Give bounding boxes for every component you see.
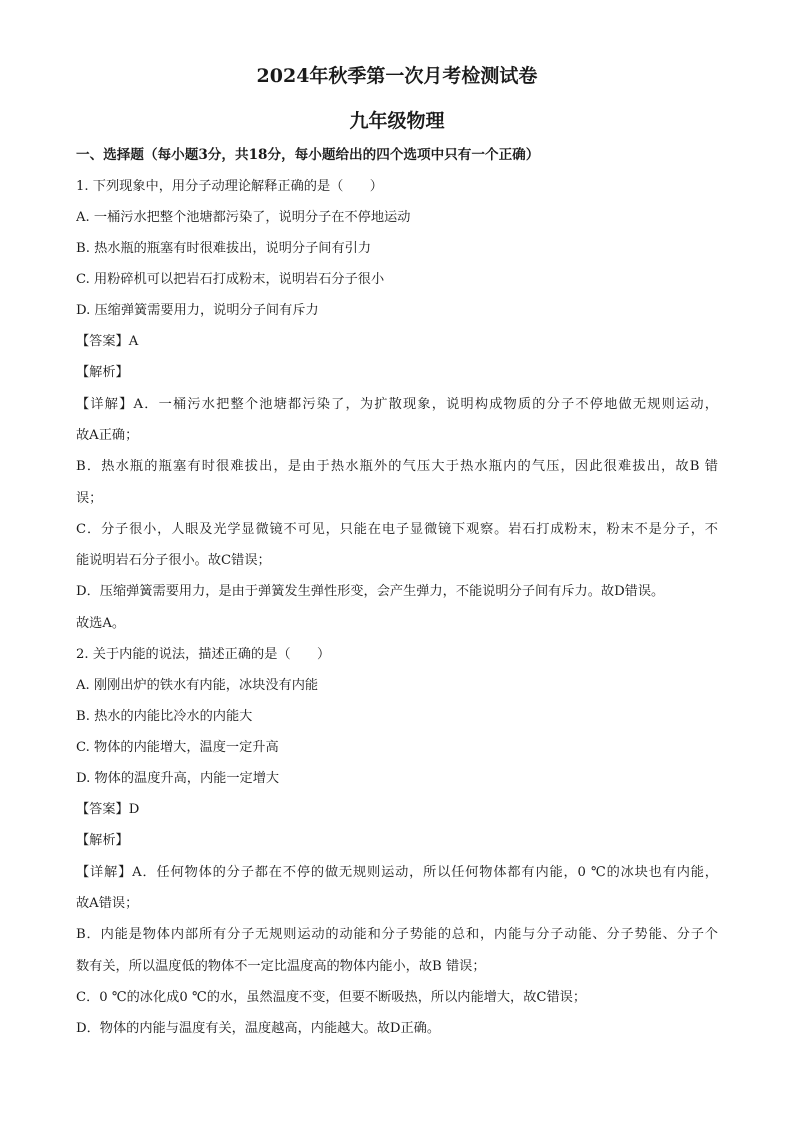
option-a: A. 一桶污水把整个池塘都污染了，说明分子在不停地运动 bbox=[76, 210, 411, 225]
explanation-line: C．0 ℃的冰化成0 ℃的水，虽然温度不变，但要不断吸热，所以内能增大，故C错误； bbox=[76, 990, 587, 1005]
explanation-line: D．压缩弹簧需要用力，是由于弹簧发生弹性形变，会产生弹力，不能说明分子间有斥力。故D错误。 bbox=[76, 584, 665, 599]
option-d: D. 物体的温度升高，内能一定增大 bbox=[76, 771, 280, 786]
option-c: C. 物体的内能增大，温度一定升高 bbox=[76, 740, 279, 755]
explanation-line: 【详解】A．一桶污水把整个池塘都污染了，为扩散现象，说明构成物质的分子不停地做无规则运动， bbox=[76, 397, 718, 412]
explanation-line: C．分子很小，人眼及光学显微镜不可见，只能在电子显微镜下观察。岩石打成粉末，粉末不是分子，不 bbox=[76, 522, 718, 537]
explanation-line: 【详解】A．任何物体的分子都在不停的做无规则运动，所以任何物体都有内能，0 ℃的冰块也有内能， bbox=[76, 865, 718, 880]
explanation-line: 能说明岩石分子很小。故C错误； bbox=[76, 553, 271, 568]
analysis-label: 【解析】 bbox=[76, 365, 129, 380]
answer-line: 【答案】A bbox=[76, 334, 139, 349]
option-d: D. 压缩弹簧需要用力，说明分子间有斥力 bbox=[76, 303, 319, 318]
exam-subtitle: 九年级物理 bbox=[349, 110, 445, 132]
question-stem: 2. 关于内能的说法，描述正确的是（ ） bbox=[76, 647, 331, 662]
explanation-line: 故选A。 bbox=[76, 616, 126, 631]
option-a: A. 刚刚出炉的铁水有内能，冰块没有内能 bbox=[76, 678, 319, 693]
explanation-line: B．内能是物体内部所有分子无规则运动的动能和分子势能的总和，内能与分子动能、分子势能、分子个 bbox=[76, 927, 718, 942]
explanation-line: B．热水瓶的瓶塞有时很难拔出，是由于热水瓶外的气压大于热水瓶内的气压，因此很难拔出，故B 错 bbox=[76, 459, 718, 474]
question-stem: 1. 下列现象中，用分子动理论解释正确的是（ ） bbox=[76, 179, 383, 194]
section-heading: 一、选择题（每小题3分，共18分，每小题给出的四个选项中只有一个正确） bbox=[76, 147, 540, 163]
answer-line: 【答案】D bbox=[76, 802, 140, 817]
explanation-line: D．物体的内能与温度有关，温度越高，内能越大。故D正确。 bbox=[76, 1021, 441, 1036]
option-b: B. 热水的内能比冷水的内能大 bbox=[76, 709, 253, 724]
option-b: B. 热水瓶的瓶塞有时很难拔出，说明分子间有引力 bbox=[76, 241, 372, 256]
analysis-label: 【解析】 bbox=[76, 833, 129, 848]
explanation-line: 故A正确； bbox=[76, 428, 139, 443]
explanation-line: 故A错误； bbox=[76, 896, 139, 911]
option-c: C. 用粉碎机可以把岩石打成粉末，说明岩石分子很小 bbox=[76, 272, 385, 287]
explanation-line: 误； bbox=[76, 491, 103, 506]
explanation-line: 数有关，所以温度低的物体不一定比温度高的物体内能小，故B 错误； bbox=[76, 959, 486, 974]
exam-title: 2024年秋季第一次月考检测试卷 bbox=[256, 65, 538, 87]
